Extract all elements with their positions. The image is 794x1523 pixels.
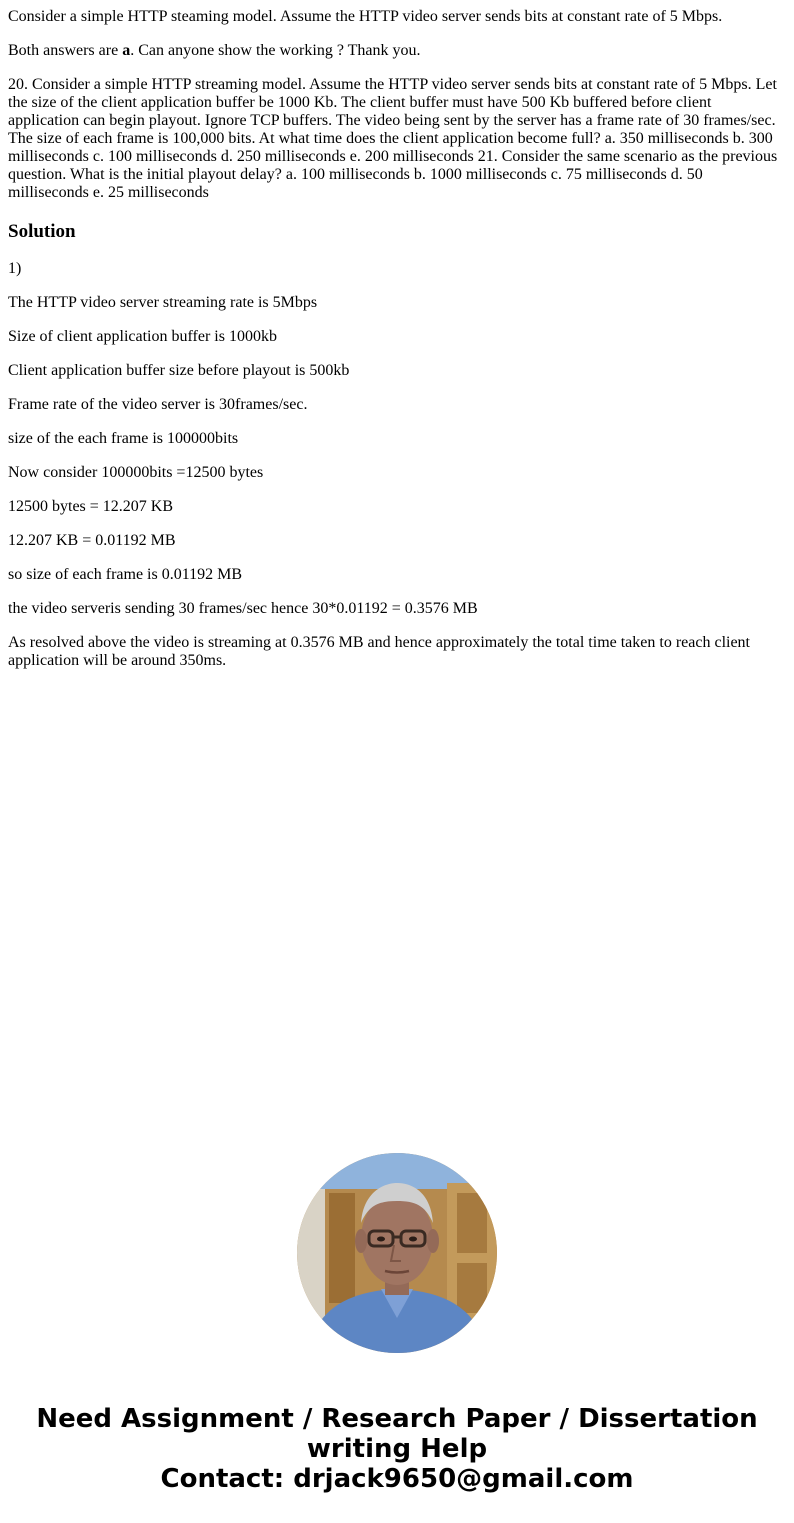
solution-line: Now consider 100000bits =12500 bytes	[8, 464, 264, 481]
avatar	[297, 1153, 497, 1353]
solution-heading: Solution	[8, 221, 76, 242]
solution-line: size of the each frame is 100000bits	[8, 430, 239, 447]
footer-banner	[0, 1404, 794, 1494]
document-content	[8, 8, 786, 686]
person-photo-icon	[297, 1153, 497, 1353]
solution-line: 12.207 KB = 0.01192 MB	[8, 532, 176, 549]
question-body: 20. Consider a simple HTTP streaming model. Assume the HTTP video server sends bits at constant rate of 5 Mbps. Let the size of the client application buffer be 1000 Kb. The client buffer must have 500 Kb buffered before client application can begin playout. Ignore TCP buffers. The video being sent by the server has a frame rate of 30 frames/sec. The size of each frame is 100,000 bits. At what time does the client application become full? a. 350 milliseconds b. 300 milliseconds c. 100 milliseconds d. 250 milliseconds e. 200 milliseconds 21. Consider the same scenario as the previous question. What is the initial playout delay? a. 100 milliseconds b. 1000 milliseconds c. 75 milliseconds d. 50 milliseconds e. 25 milliseconds	[8, 76, 778, 201]
solution-line: the video serveris sending 30 frames/sec hence 30*0.01192 = 0.3576 MB	[8, 600, 478, 617]
footer-line: writing Help	[306, 1434, 488, 1464]
solution-line: Client application buffer size before playout is 500kb	[8, 362, 350, 379]
footer-line: Need Assignment / Research Paper / Dissertation	[36, 1404, 758, 1434]
solution-line: Frame rate of the video server is 30frames/sec.	[8, 396, 308, 413]
solution-line: 12500 bytes = 12.207 KB	[8, 498, 174, 515]
footer-contact: Contact: drjack9650@gmail.com	[160, 1464, 634, 1494]
answers-prefix: Both answers are	[8, 42, 123, 59]
answers-bold: a	[122, 42, 131, 59]
question-intro: Consider a simple HTTP steaming model. Assume the HTTP video server sends bits at constant rate of 5 Mbps.	[8, 8, 723, 25]
solution-line: As resolved above the video is streaming at 0.3576 MB and hence approximately the total time taken to reach client application will be around 350ms.	[8, 634, 750, 669]
solution-line: The HTTP video server streaming rate is 5Mbps	[8, 294, 318, 311]
question-answers-note	[8, 42, 786, 60]
answers-suffix: . Can anyone show the working ? Thank you.	[130, 42, 421, 59]
solution-line: so size of each frame is 0.01192 MB	[8, 566, 243, 583]
solution-line: Size of client application buffer is 1000kb	[8, 328, 277, 345]
solution-line: 1)	[8, 260, 22, 277]
